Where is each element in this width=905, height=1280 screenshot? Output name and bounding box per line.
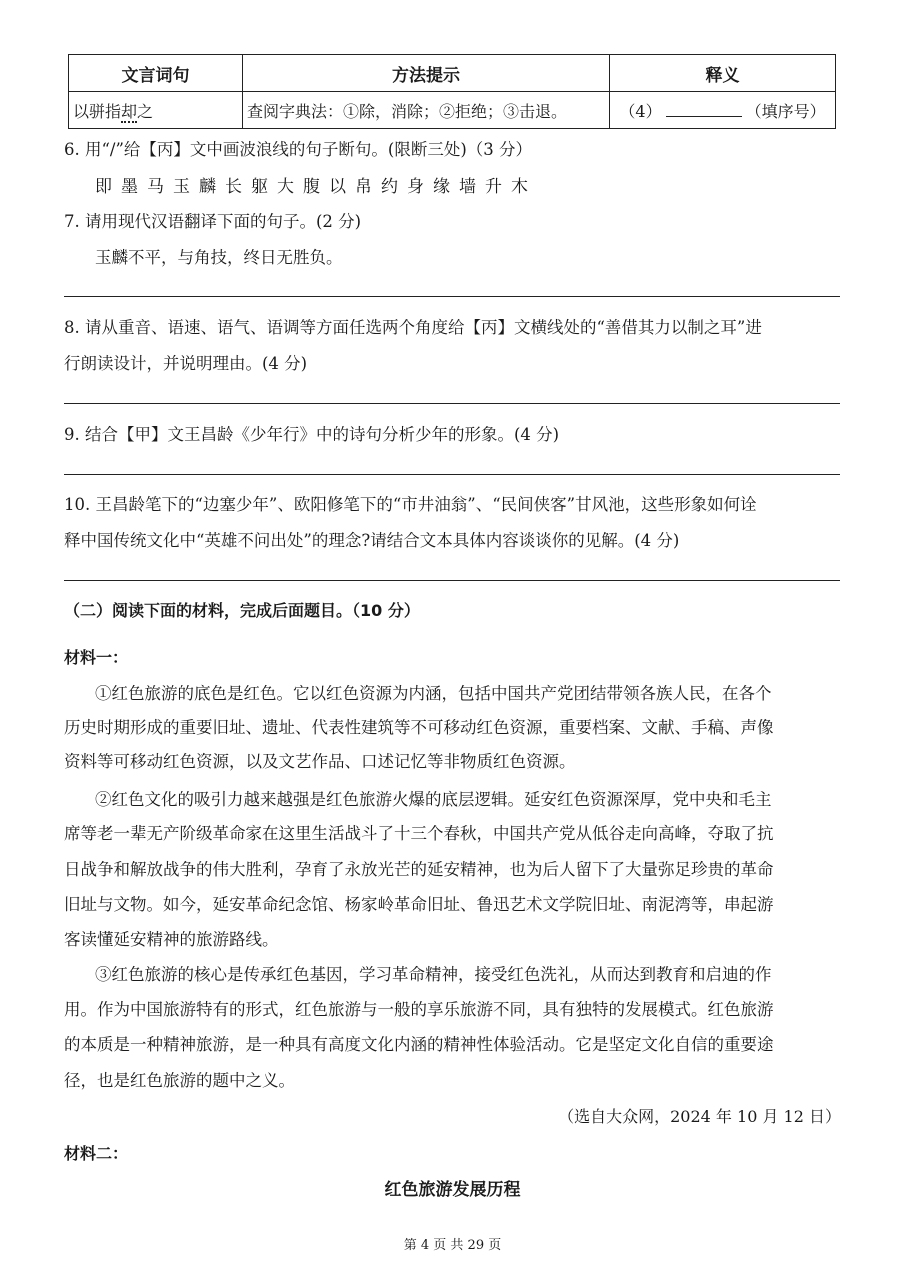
section2-heading: （二）阅读下面的材料，完成后面题目。（10 分）: [64, 601, 420, 620]
p2-line3: 日战争和解放战争的伟大胜利，孕育了永放光芒的延安精神，也为后人留下了大量弥足珍贵的革命: [64, 860, 774, 879]
table-header-meaning: 释义: [610, 55, 836, 92]
material1-source: （选自大众网，2024 年 10 月 12 日）: [558, 1107, 841, 1126]
p2-line1: ②红色文化的吸引力越来越强是红色旅游火爆的底层逻辑。延安红色资源深厚，党中央和毛主: [95, 790, 772, 809]
table-header-row: [69, 55, 836, 92]
table-cell-method: 查阅字典法：①除，消除；②拒绝；③击退。: [243, 92, 610, 129]
page-footer: 第 4 页 共 29 页: [403, 1238, 502, 1253]
p1-line2: 历史时期形成的重要旧址、遗址、代表性建筑等不可移动红色资源，重要档案、文献、手稿、声像: [64, 718, 774, 737]
q10-answer-line[interactable]: [64, 580, 840, 581]
p1-line1: ①红色旅游的底色是红色。它以红色资源为内涵，包括中国共产党团结带领各族人民，在各个: [95, 684, 772, 703]
q8-line1: 8. 请从重音、语速、语气、语调等方面任选两个角度给【丙】文横线处的“善借其力以制之耳”进: [64, 318, 762, 337]
answer-blank[interactable]: [666, 102, 742, 117]
q7-text: 7. 请用现代汉语翻译下面的句子。(2 分): [64, 212, 362, 231]
p3-line1: ③红色旅游的核心是传承红色基因，学习革命精神，接受红色洗礼，从而达到教育和启迪的作: [95, 965, 772, 984]
answer-note: （填序号）: [745, 101, 826, 121]
p3-line3: 的本质是一种精神旅游，是一种具有高度文化内涵的精神性体验活动。它是坚定文化自信的重要途: [64, 1035, 774, 1054]
material1-label: 材料一：: [64, 648, 129, 667]
table-header-method: 方法提示: [243, 55, 610, 92]
q8-line2: 行朗读设计，并说明理由。(4 分): [64, 354, 308, 373]
p1-line3: 资料等可移动红色资源，以及文艺作品、口述记忆等非物质红色资源。: [64, 752, 576, 771]
table-cell-answer: [610, 92, 836, 129]
vocab-table: [68, 54, 836, 129]
q7-answer-line[interactable]: [64, 296, 840, 297]
phrase-post: 之: [137, 101, 154, 121]
q6-sentence: 即墨马玉麟长躯大腹以帛约身缘墙升木: [95, 177, 537, 197]
q10-line1: 10. 王昌龄笔下的“边塞少年”、欧阳修笔下的“市井油翁”、“民间侠客”甘风池，这些形象如何诠: [64, 495, 757, 514]
q10-line2: 释中国传统文化中“英雄不问出处”的理念?请结合文本具体内容谈谈你的见解。(4 分): [64, 531, 680, 550]
q6-text: 6. 用“/”给【丙】文中画波浪线的句子断句。(限断三处)（3 分）: [64, 140, 533, 159]
q7-sentence: 玉麟不平，与角技，终日无胜负。: [95, 248, 343, 267]
p3-line4: 径，也是红色旅游的题中之义。: [64, 1071, 295, 1090]
material2-label: 材料二：: [64, 1144, 129, 1163]
p3-line2: 用。作为中国旅游特有的形式，红色旅游与一般的享乐旅游不同，具有独特的发展模式。红色旅游: [64, 1000, 774, 1019]
table-header-phrase: 文言词句: [69, 55, 243, 92]
q8-answer-line[interactable]: [64, 403, 840, 404]
phrase-dotted-char: 却: [121, 101, 138, 121]
q9-answer-line[interactable]: [64, 474, 840, 475]
material2-title: 红色旅游发展历程: [384, 1180, 521, 1200]
q9-text: 9. 结合【甲】文王昌龄《少年行》中的诗句分析少年的形象。(4 分): [64, 425, 560, 444]
p2-line5: 客读懂延安精神的旅游路线。: [64, 930, 279, 949]
table-cell-phrase: [69, 92, 243, 129]
table-row: [69, 92, 836, 129]
answer-number: （4）: [619, 101, 662, 121]
phrase-pre: 以骈指: [73, 101, 122, 121]
p2-line2: 席等老一辈无产阶级革命家在这里生活战斗了十三个春秋，中国共产党从低谷走向高峰，夺取了抗: [64, 824, 774, 843]
p2-line4: 旧址与文物。如今，延安革命纪念馆、杨家岭革命旧址、鲁迅艺术文学院旧址、南泥湾等，串起游: [64, 895, 774, 914]
